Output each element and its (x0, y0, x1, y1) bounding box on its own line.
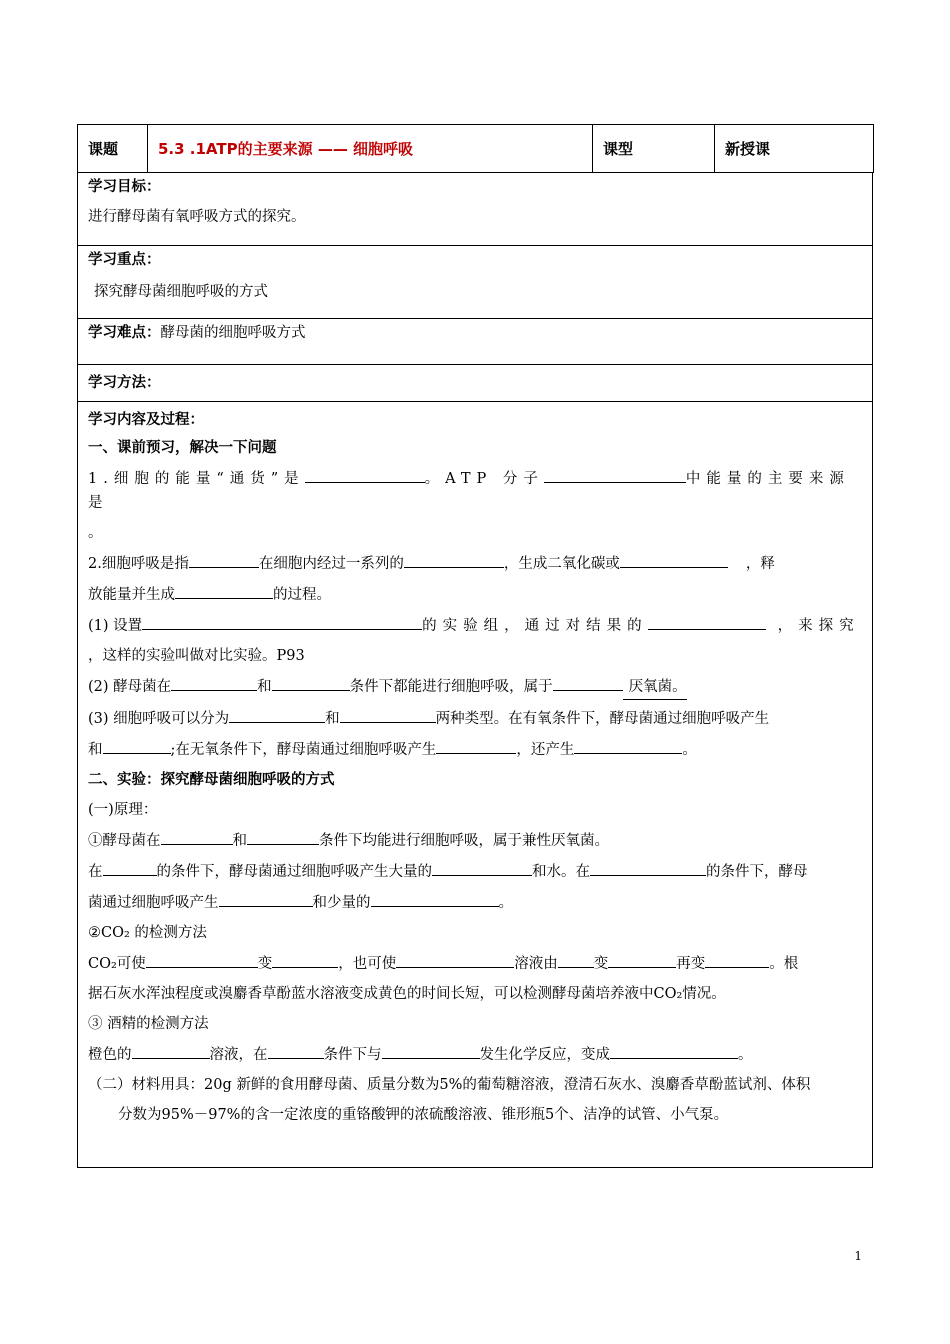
focus-label: 学习重点： (88, 252, 161, 268)
principle-2: 在 的条件下，酵母菌通过细胞呼吸产生大量的 和水。在 的条件下，酵母 (88, 859, 862, 884)
co2-title: ②CO₂ 的检测方法 (88, 925, 207, 941)
goals-label: 学习目标： (88, 179, 161, 195)
materials-line-2: 分数为95%－97%的含一定浓度的重铬酸钾的浓硫酸溶液、锥形瓶5个、洁净的试管、小气泵。 (118, 1107, 729, 1123)
principle-2-cont: 菌通过细胞呼吸产生 和少量的 。 (88, 890, 862, 915)
header-table (77, 124, 874, 173)
focus-text: 探究酵母菌细胞呼吸的方式 (94, 284, 268, 300)
focus-section (77, 246, 873, 319)
question-5-cont: 和 ;在无氧条件下，酵母菌通过细胞呼吸产生 ，还产生 。 (88, 737, 862, 762)
question-3-cont: ，这样的实验叫做对比实验。P93 (88, 648, 305, 664)
question-2: 2.细胞呼吸是指 在细胞内经过一系列的 ，生成二氧化碳或 ，释 (88, 551, 862, 576)
topic-label: 课题 (78, 125, 148, 173)
alcohol-title: ③ 酒精的检测方法 (88, 1016, 209, 1032)
question-4: (2) 酵母菌在 和 条件下都能进行细胞呼吸，属于 厌氧菌。 (88, 674, 862, 700)
difficulty-section (77, 319, 873, 365)
question-1: 1.细胞的能量“通货”是 。ATP 分子 中能量的主要来源是 (88, 466, 862, 515)
question-1-end: 。 (88, 525, 103, 541)
method-label: 学习方法： (88, 375, 161, 391)
part2-title: 二、实验：探究酵母菌细胞呼吸的方式 (88, 772, 335, 788)
content-section (77, 402, 873, 1168)
question-3: (1) 设置 的实验组，通过对结果的 ，来探究 (88, 613, 862, 638)
alcohol-line: 橙色的 溶液，在 条件下与 发生化学反应，变成 。 (88, 1042, 862, 1067)
goals-section (77, 173, 873, 246)
co2-line-1: CO₂可使 变 ，也可使 溶液由 变 再变 。根 (88, 951, 862, 976)
principle-1: ①酵母菌在 和 条件下均能进行细胞呼吸，属于兼性厌氧菌。 (88, 828, 862, 853)
type-label: 课型 (593, 125, 715, 173)
part1-title: 一、课前预习，解决一下问题 (88, 440, 277, 456)
co2-line-2: 据石灰水浑浊程度或溴麝香草酚蓝水溶液变成黄色的时间长短，可以检测酵母菌培养液中CO₂情况。 (88, 986, 726, 1002)
lesson-title: 5.3 .1ATP的主要来源 —— 细胞呼吸 (148, 125, 593, 173)
principle-label: (一)原理： (88, 802, 158, 818)
content-label: 学习内容及过程： (88, 412, 204, 428)
page-number: 1 (854, 1249, 862, 1263)
question-5: (3) 细胞呼吸可以分为 和 两种类型。在有氧条件下，酵母菌通过细胞呼吸产生 (88, 706, 862, 731)
difficulty-text: 酵母菌的细胞呼吸方式 (160, 325, 306, 341)
materials-line-1: （二）材料用具：20g 新鲜的食用酵母菌、质量分数为5%的葡萄糖溶液，澄清石灰水、溴麝香草酚蓝试剂、体积 (88, 1077, 811, 1093)
method-section (77, 365, 873, 402)
worksheet (77, 124, 873, 1168)
lesson-type: 新授课 (715, 125, 874, 173)
question-2-cont: 放能量并生成 的过程。 (88, 582, 862, 607)
goals-text: 进行酵母菌有氧呼吸方式的探究。 (88, 209, 306, 225)
difficulty-label: 学习难点： (88, 325, 161, 341)
